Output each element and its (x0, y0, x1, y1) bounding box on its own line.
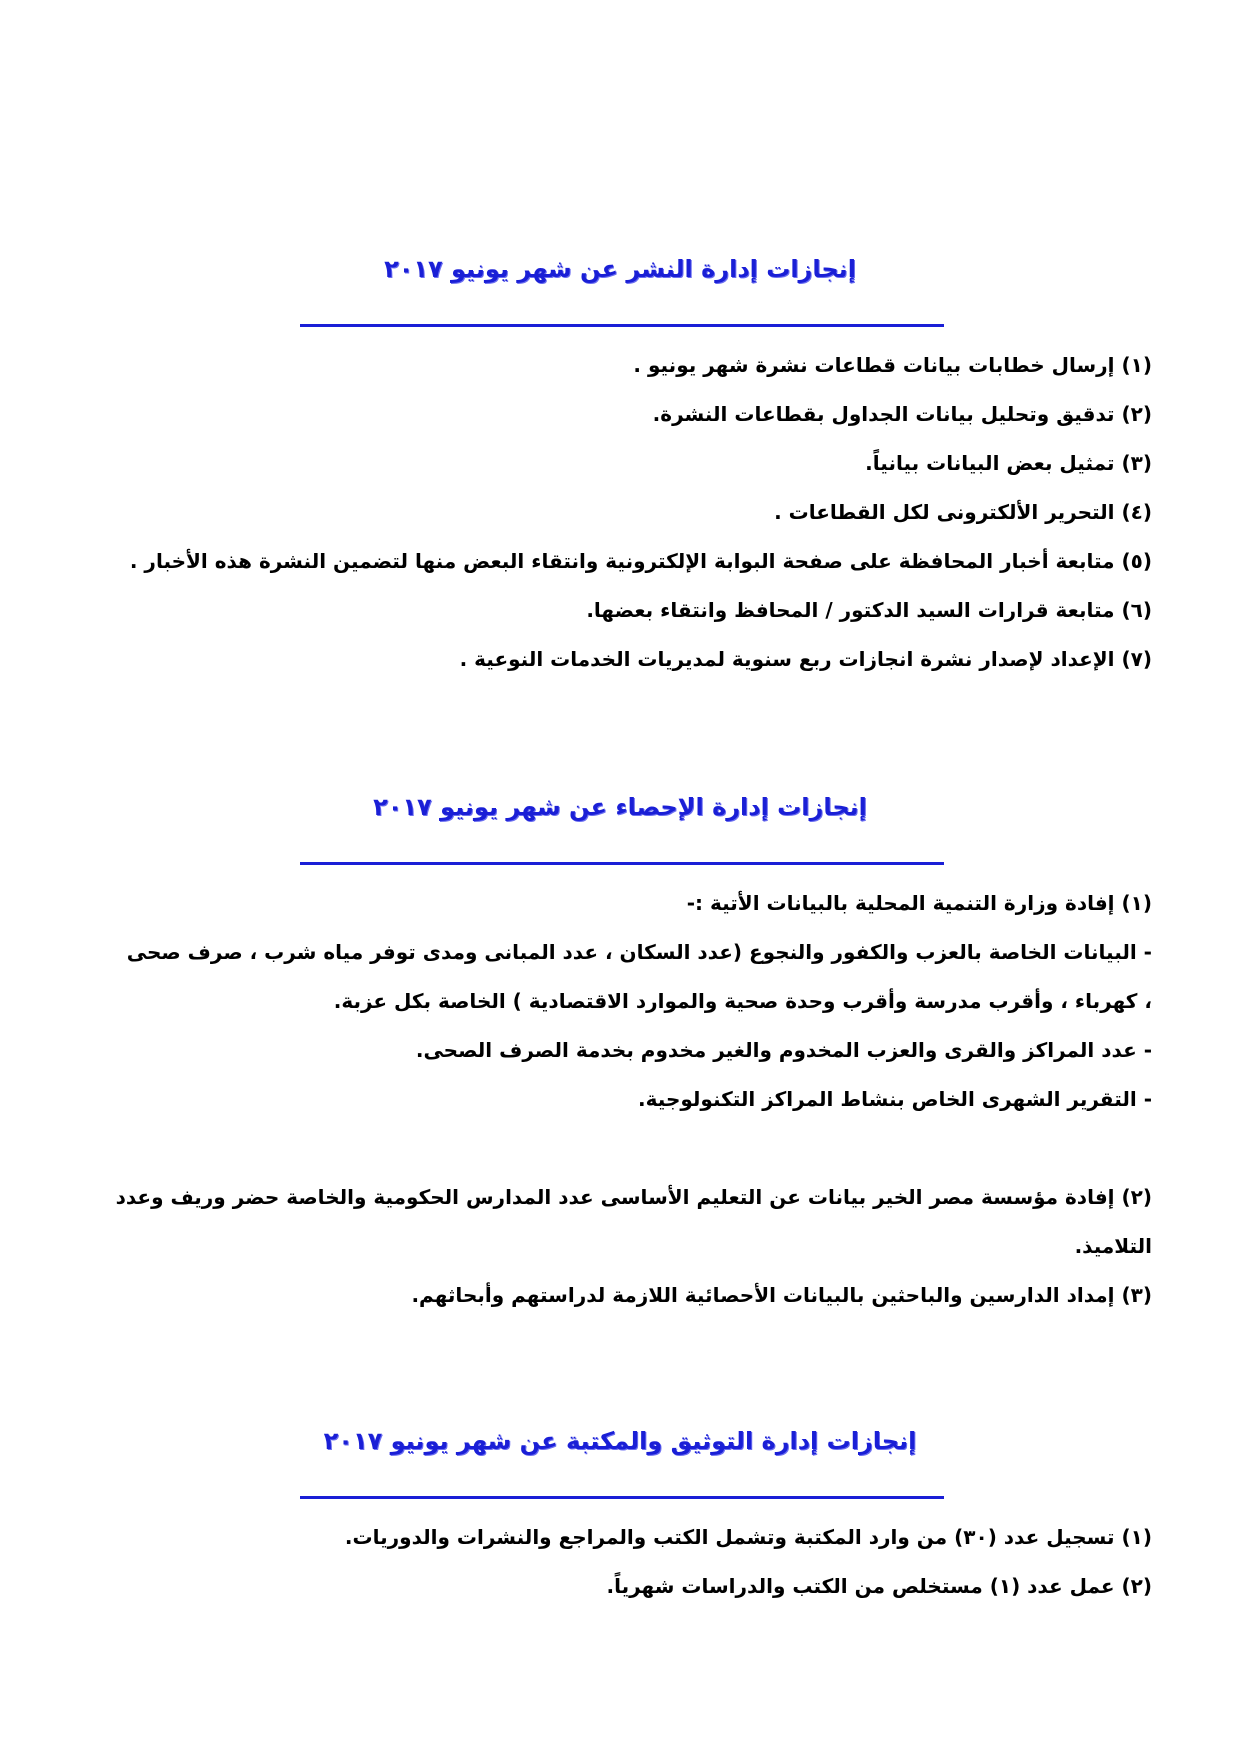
list-item: (٣) تمثيل بعض البيانات بيانياً. (865, 451, 1152, 475)
section-title: إنجازات إدارة الإحصاء عن شهر يونيو ٢٠١٧ (373, 793, 867, 821)
list-item: (٦) متابعة قرارات السيد الدكتور / المحافظ وانتقاء بعضها. (586, 598, 1152, 622)
list-item: (٢) عمل عدد (١) مستخلص من الكتب والدراسات شهرياً. (606, 1574, 1152, 1598)
list-item: (٤) التحرير الألكترونى لكل القطاعات . (774, 500, 1152, 524)
list-item: (١) إفادة وزارة التنمية المحلية بالبيانات الأتية :- (686, 891, 1152, 915)
list-item: - البيانات الخاصة بالعزب والكفور والنجوع (عدد السكان ، عدد المبانى ومدى توفر مياه شرب ، صرف صحى (126, 940, 1152, 964)
list-item: (٧) الإعداد لإصدار نشرة انجازات ربع سنوية لمديريات الخدمات النوعية . (459, 647, 1152, 671)
section-title: إنجازات إدارة النشر عن شهر يونيو ٢٠١٧ (384, 255, 856, 283)
list-item: (١) تسجيل عدد (٣٠) من وارد المكتبة وتشمل الكتب والمراجع والنشرات والدوريات. (344, 1525, 1152, 1549)
list-item: (٣) إمداد الدارسين والباحثين بالبيانات الأحصائية اللازمة لدراستهم وأبحاثهم. (411, 1283, 1152, 1307)
title-underline (300, 862, 944, 865)
section-title: إنجازات إدارة التوثيق والمكتبة عن شهر يونيو ٢٠١٧ (323, 1427, 917, 1455)
list-item: (٢) تدقيق وتحليل بيانات الجداول بقطاعات النشرة. (652, 402, 1152, 426)
list-item: ، كهرباء ، وأقرب مدرسة وأقرب وحدة صحية والموارد الاقتصادية ) الخاصة بكل عزبة. (333, 989, 1152, 1013)
list-item: - التقرير الشهرى الخاص بنشاط المراكز التكنولوجية. (638, 1087, 1152, 1111)
list-item: - عدد المراكز والقرى والعزب المخدوم والغير مخدوم بخدمة الصرف الصحى. (415, 1038, 1152, 1062)
list-item: (١) إرسال خطابات بيانات قطاعات نشرة شهر يونيو . (633, 353, 1152, 377)
list-item: التلاميذ. (1074, 1234, 1152, 1258)
list-item: (٢) إفادة مؤسسة مصر الخير بيانات عن التعليم الأساسى عدد المدارس الحكومية والخاصة حضر وريف وعدد (115, 1185, 1152, 1209)
title-underline (300, 1496, 944, 1499)
title-underline (300, 324, 944, 327)
list-item: (٥) متابعة أخبار المحافظة على صفحة البوابة الإلكترونية وانتقاء البعض منها لتضمين النشرة هذه الأخبار . (129, 549, 1152, 573)
